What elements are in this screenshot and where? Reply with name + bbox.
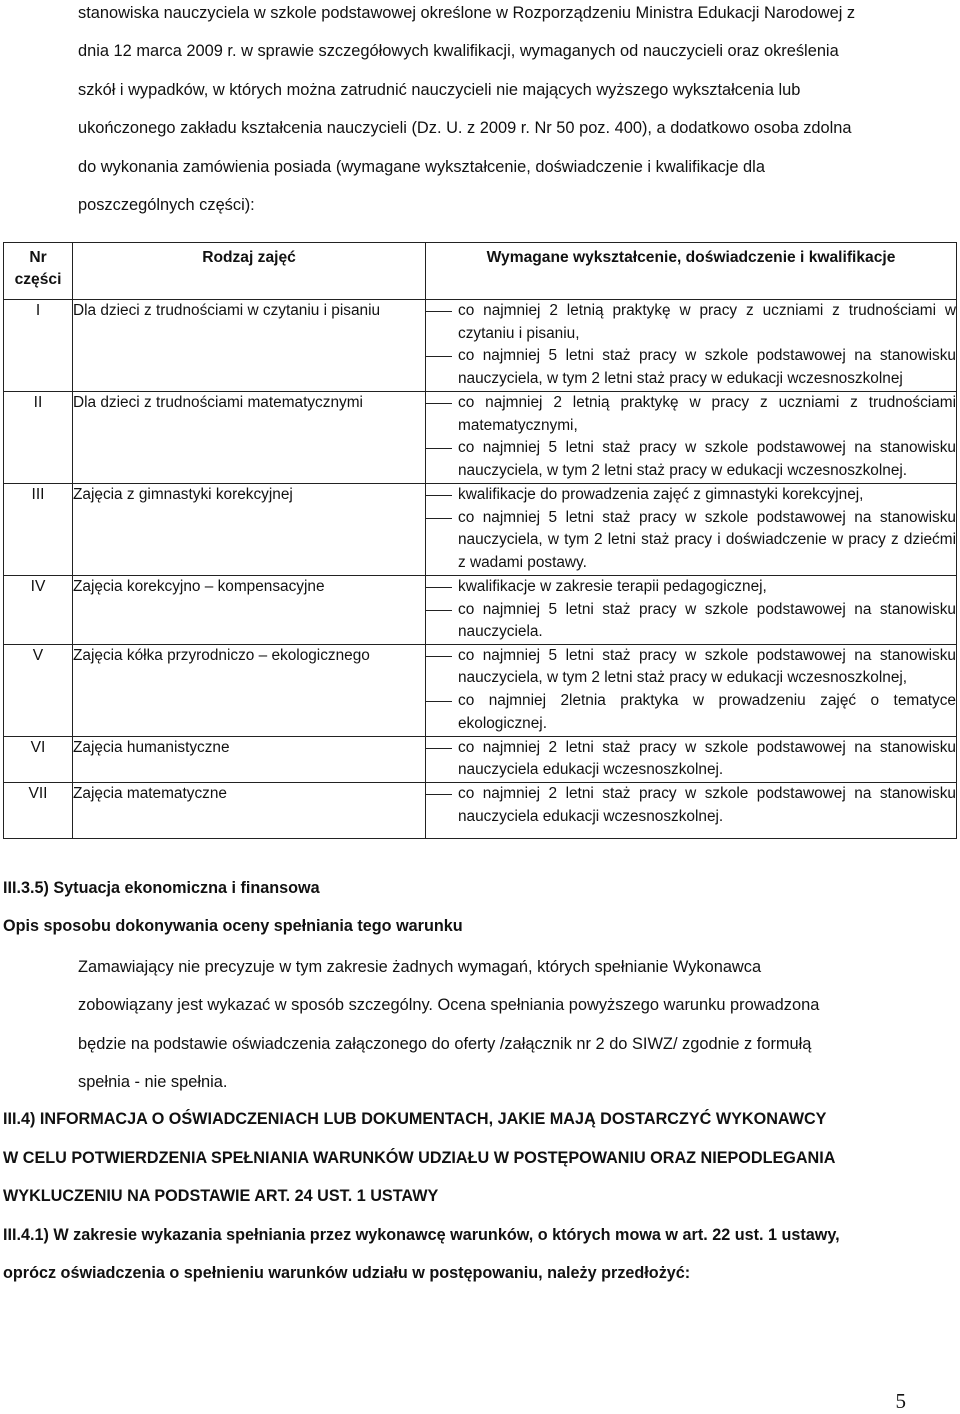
intro-line: poszczególnych części): [78,196,255,215]
requirement-item: co najmniej 2 letnią praktykę w pracy z uczniami z trudnościami w czytaniu i pisaniu, [426,300,956,345]
dash-bullet [426,437,458,482]
table-row [4,576,957,645]
requirement-item: co najmniej 2 letni staż pracy w szkole podstawowej na stanowisku nauczyciela edukacji wczesnoszkolnej. [426,737,956,782]
dash-bullet [426,737,458,782]
part-number: IV [4,576,73,645]
requirements [426,392,957,484]
part-number: VII [4,782,73,838]
section-4-heading-line: W CELU POTWIERDZENIA SPEŁNIANIA WARUNKÓW UDZIAŁU W POSTĘPOWANIU ORAZ NIEPODLEGANIA [3,1149,836,1167]
page-number: 5 [895,1389,906,1413]
section-4-1-line: III.4.1) W zakresie wykazania spełniania przez wykonawcę warunków, o których mowa w art. 22 ust. 1 ustawy, [3,1226,840,1244]
requirement-item: co najmniej 2 letnią praktykę w pracy z uczniami z trudnościami matematycznymi, [426,392,956,437]
requirement-item: co najmniej 2 letni staż pracy w szkole podstawowej na stanowisku nauczyciela edukacji wczesnoszkolnej. [426,783,956,828]
requirements [426,644,957,736]
activity-type: Zajęcia z gimnastyki korekcyjnej [73,484,426,576]
part-number: I [4,300,73,392]
dash-bullet [426,345,458,390]
dash-bullet [426,576,458,599]
requirement-item: co najmniej 5 letni staż pracy w szkole podstawowej na stanowisku nauczyciela. [426,599,956,644]
intro-line: szkół i wypadków, w których można zatrudnić nauczycieli nie mających wyższego wykształcenia lub [78,80,801,99]
requirements [426,736,957,782]
dash-bullet [426,783,458,828]
dash-bullet [426,599,458,644]
intro-line: ukończonego zakładu kształcenia nauczycieli (Dz. U. z 2009 r. Nr 50 poz. 400), a dodatkowo osoba zdolna [78,119,852,138]
requirements [426,300,957,392]
table-row [4,392,957,484]
paragraph-line: spełnia - nie spełnia. [78,1073,228,1092]
dash-bullet [426,300,458,345]
activity-type: Zajęcia kółka przyrodniczo – ekologicznego [73,644,426,736]
qualifications-table [3,242,957,839]
dash-bullet [426,507,458,575]
requirement-item: co najmniej 5 letni staż pracy w szkole podstawowej na stanowisku nauczyciela, w tym 2 letni staż pracy w edukacji wczesnoszkolnej [426,345,956,390]
requirement-item: kwalifikacje do prowadzenia zajęć z gimnastyki korekcyjnej, [426,484,956,507]
table-header-row [4,243,957,300]
activity-type: Zajęcia matematyczne [73,782,426,838]
requirements [426,576,957,645]
intro-paragraph [78,0,940,224]
section-heading: III.3.5) Sytuacja ekonomiczna i finansowa [3,879,320,897]
part-number: III [4,484,73,576]
paragraph-line: będzie na podstawie oświadczenia załączonego do oferty /załącznik nr 2 do SIWZ/ zgodnie z formułą [78,1034,812,1053]
section-subheading: Opis sposobu dokonywania oceny spełniania tego warunku [3,917,463,935]
dash-bullet [426,484,458,507]
paragraph-line: zobowiązany jest wykazać w sposób szczególny. Ocena spełniania powyższego warunku prowadzona [78,996,820,1015]
part-number: VI [4,736,73,782]
intro-line: dnia 12 marca 2009 r. w sprawie szczegółowych kwalifikacji, wymaganych od nauczycieli oraz określenia [78,42,839,61]
part-number: V [4,644,73,736]
table-row [4,644,957,736]
header-nr-czesci: Nr części [4,243,73,300]
paragraph-line: Zamawiający nie precyzuje w tym zakresie żadnych wymagań, których spełnianie Wykonawca [78,958,762,976]
dash-bullet [426,645,458,690]
table-row [4,484,957,576]
dash-bullet [426,392,458,437]
table-row [4,736,957,782]
activity-type: Dla dzieci z trudnościami w czytaniu i pisaniu [73,300,426,392]
requirement-item: kwalifikacje w zakresie terapii pedagogicznej, [426,576,956,599]
header-rodzaj-zajec: Rodzaj zajęć [73,243,426,300]
section-3-5-paragraph [78,948,940,1102]
dash-bullet [426,690,458,735]
section-4-heading-line: III.4) INFORMACJA O OŚWIADCZENIACH LUB DOKUMENTACH, JAKIE MAJĄ DOSTARCZYĆ WYKONAWCY [3,1110,827,1128]
table-row [4,782,957,838]
activity-type: Dla dzieci z trudnościami matematycznymi [73,392,426,484]
requirement-item: co najmniej 5 letni staż pracy w szkole podstawowej na stanowisku nauczyciela, w tym 2 letni staż pracy w edukacji wczesnoszkolnej. [426,437,956,482]
section-4-1-line: oprócz oświadczenia o spełnieniu warunków udziału w postępowaniu, należy przedłożyć: [3,1264,691,1282]
activity-type: Zajęcia humanistyczne [73,736,426,782]
intro-line: stanowiska nauczyciela w szkole podstawowej określone w Rozporządzeniu Ministra Edukacji Narodowej z [78,4,856,22]
requirement-item: co najmniej 5 letni staż pracy w szkole podstawowej na stanowisku nauczyciela, w tym 2 letni staż pracy i doświadczenie w pracy z dziećmi z wadami postawy. [426,507,956,575]
header-wymagane: Wymagane wykształcenie, doświadczenie i kwalifikacje [426,243,957,300]
part-number: II [4,392,73,484]
intro-line: do wykonania zamówienia posiada (wymagane wykształcenie, doświadczenie i kwalifikacje dla [78,157,765,176]
activity-type: Zajęcia korekcyjno – kompensacyjne [73,576,426,645]
requirements [426,782,957,838]
requirement-item: co najmniej 5 letni staż pracy w szkole podstawowej na stanowisku nauczyciela, w tym 2 letni staż pracy w edukacji wczesnoszkolnej, [426,645,956,690]
section-4-heading-line: WYKLUCZENIU NA PODSTAWIE ART. 24 UST. 1 USTAWY [3,1187,439,1205]
requirements [426,484,957,576]
requirement-item: co najmniej 2letnia praktyka w prowadzeniu zajęć o tematyce ekologicznej. [426,690,956,735]
table-row [4,300,957,392]
